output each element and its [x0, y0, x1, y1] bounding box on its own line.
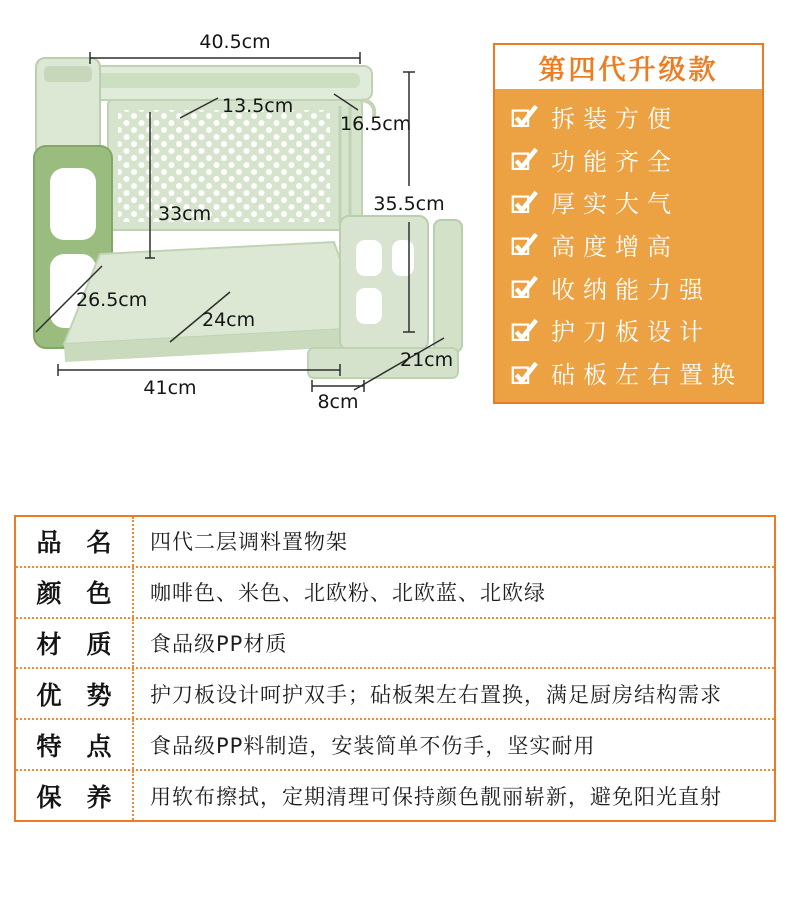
dimension-label: 40.5cm: [199, 31, 271, 53]
dimension-label: 33cm: [158, 203, 212, 225]
feature-item: [511, 227, 758, 262]
feature-item-label: 高度增高: [551, 232, 679, 261]
feature-panel-header: [495, 45, 762, 89]
checkbox-checked-icon: [511, 361, 538, 385]
spec-row-label: 材 质: [16, 619, 134, 668]
feature-item: [511, 355, 758, 390]
spec-row-value: 食品级PP料制造，安装简单不伤手，坚实耐用: [150, 733, 596, 758]
spec-row-label: 优 势: [16, 669, 134, 718]
checkbox-checked-icon: [511, 104, 538, 128]
top-basket: [80, 66, 374, 230]
spec-row-value: 咖啡色、米色、北欧粉、北欧蓝、北欧绿: [150, 581, 546, 606]
spec-row: [16, 769, 774, 820]
feature-item: [511, 142, 758, 177]
feature-item-label: 砧板左右置换: [551, 361, 743, 390]
spec-row-value: 护刀板设计呵护双手；砧板架左右置换，满足厨房结构需求: [150, 682, 722, 707]
spec-table: [14, 515, 776, 822]
dimension-foot-width: [312, 380, 364, 413]
dimension-bottom-width: [58, 364, 340, 399]
dimension-top-width: [90, 31, 360, 64]
dimension-label: 13.5cm: [222, 95, 294, 117]
spec-row-label: 保 养: [16, 771, 134, 820]
checkbox-checked-icon: [511, 275, 538, 299]
dimension-label: 41cm: [143, 377, 197, 399]
spec-row-label: 品 名: [16, 517, 134, 566]
hanging-cup: [36, 58, 100, 156]
feature-item: [511, 184, 758, 219]
feature-panel: [493, 43, 764, 404]
spec-row-label: 特 点: [16, 720, 134, 769]
feature-item-label: 拆装方便: [551, 104, 679, 133]
spec-row: [16, 718, 774, 769]
spec-row-value: 用软布擦拭，定期清理可保持颜色靓丽崭新，避免阳光直射: [150, 784, 722, 809]
feature-item-label: 厚实大气: [551, 190, 679, 219]
feature-item: [511, 99, 758, 134]
feature-list: [495, 89, 762, 402]
feature-item-label: 功能齐全: [551, 147, 679, 176]
dimension-label: 35.5cm: [373, 193, 445, 215]
spec-row-label: 颜 色: [16, 568, 134, 617]
feature-item: [511, 270, 758, 305]
spec-row: [16, 517, 774, 566]
dimension-label: 21cm: [400, 349, 454, 371]
checkbox-checked-icon: [511, 318, 538, 342]
spec-row: [16, 566, 774, 617]
dimension-label: 8cm: [317, 391, 359, 413]
feature-panel-title: 第四代升级款: [538, 54, 719, 86]
spec-row-value: 四代二层调料置物架: [150, 530, 348, 555]
feature-item-label: 收纳能力强: [551, 275, 711, 304]
spec-row: [16, 617, 774, 668]
feature-item-label: 护刀板设计: [551, 318, 711, 347]
checkbox-checked-icon: [511, 190, 538, 214]
spec-row: [16, 667, 774, 718]
checkbox-checked-icon: [511, 147, 538, 171]
dimension-label: 16.5cm: [340, 113, 412, 135]
knife-board-panel: [434, 220, 462, 352]
checkbox-checked-icon: [511, 232, 538, 256]
right-frame: [340, 216, 428, 350]
product-image: [10, 14, 480, 424]
spec-row-value: 食品级PP材质: [150, 632, 288, 657]
feature-item: [511, 312, 758, 347]
dimension-label: 24cm: [202, 309, 256, 331]
product-figure: [10, 14, 480, 424]
dimension-label: 26.5cm: [76, 289, 148, 311]
